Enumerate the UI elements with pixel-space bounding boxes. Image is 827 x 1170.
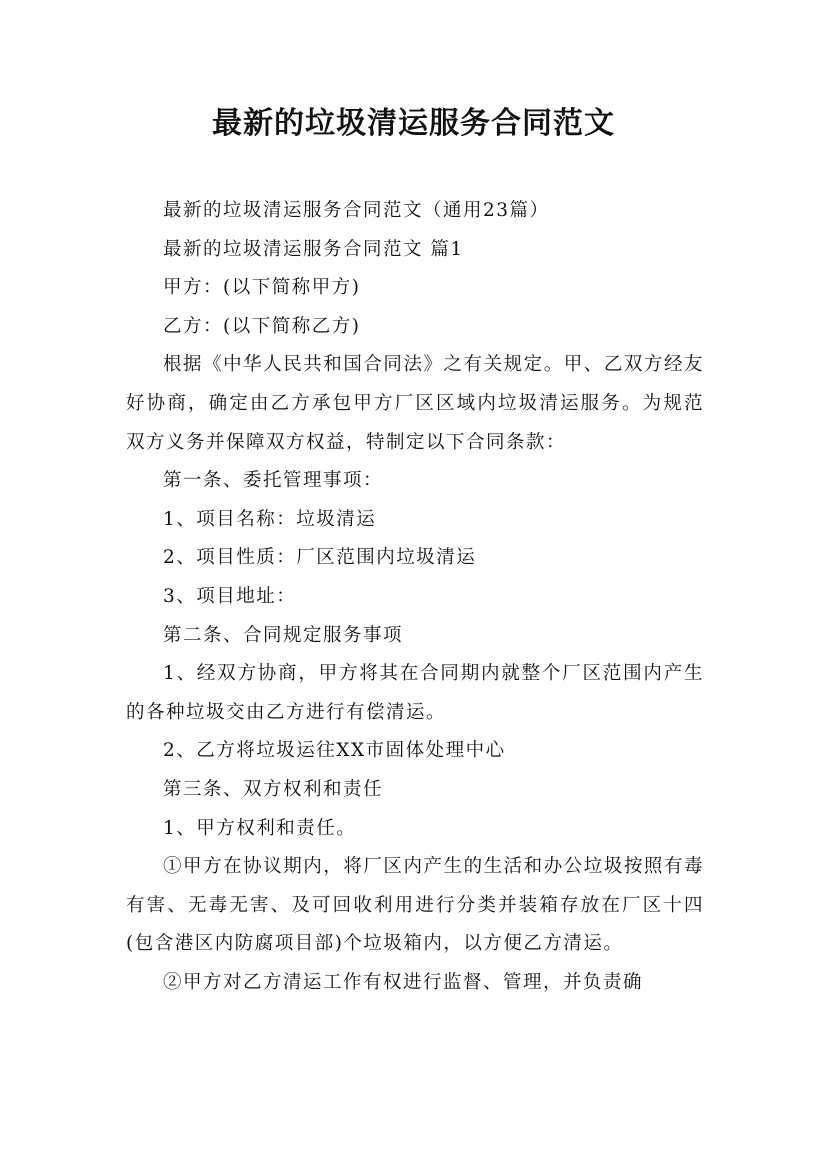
paragraph: 第一条、委托管理事项：	[163, 470, 384, 492]
paragraph: 最新的垃圾清运服务合同范文（通用23篇）	[163, 200, 550, 221]
document-title: 最新的垃圾清运服务合同范文	[212, 106, 615, 141]
paragraph: 第三条、双方权利和责任	[163, 778, 384, 800]
paragraph: 最新的垃圾清运服务合同范文 篇1	[163, 238, 464, 260]
paragraph: 乙方：(以下简称乙方)	[163, 315, 361, 337]
paragraph: ①甲方在协议期内，将厂区内产生的生活和办公垃圾按照有毒有害、无毒无害、及可回收利用进行分类并装箱存放在厂区十四(包含港区内防腐项目部)个垃圾箱内，以方便乙方清运。	[126, 856, 704, 955]
paragraph: 2、乙方将垃圾运往XX市固体处理中心	[163, 740, 506, 762]
document-body	[126, 192, 704, 1002]
paragraph: 2、项目性质：厂区范围内垃圾清运	[163, 547, 477, 569]
paragraph: 1、项目名称：垃圾清运	[163, 508, 377, 530]
paragraph: 第二条、合同规定服务事项	[163, 624, 404, 646]
paragraph: 1、经双方协商，甲方将其在合同期内就整个厂区范围内产生的各种垃圾交由乙方进行有偿清运。	[126, 663, 704, 723]
paragraph: ②甲方对乙方清运工作有权进行监督、管理，并负责确	[163, 971, 644, 993]
paragraph: 1、甲方权利和责任。	[163, 817, 357, 839]
paragraph: 3、项目地址：	[163, 585, 297, 607]
paragraph: 甲方：(以下简称甲方)	[163, 277, 361, 299]
paragraph: 根据《中华人民共和国合同法》之有关规定。甲、乙双方经友好协商，确定由乙方承包甲方厂区区域内垃圾清运服务。为规范双方义务并保障双方权益，特制定以下合同条款：	[126, 354, 704, 453]
